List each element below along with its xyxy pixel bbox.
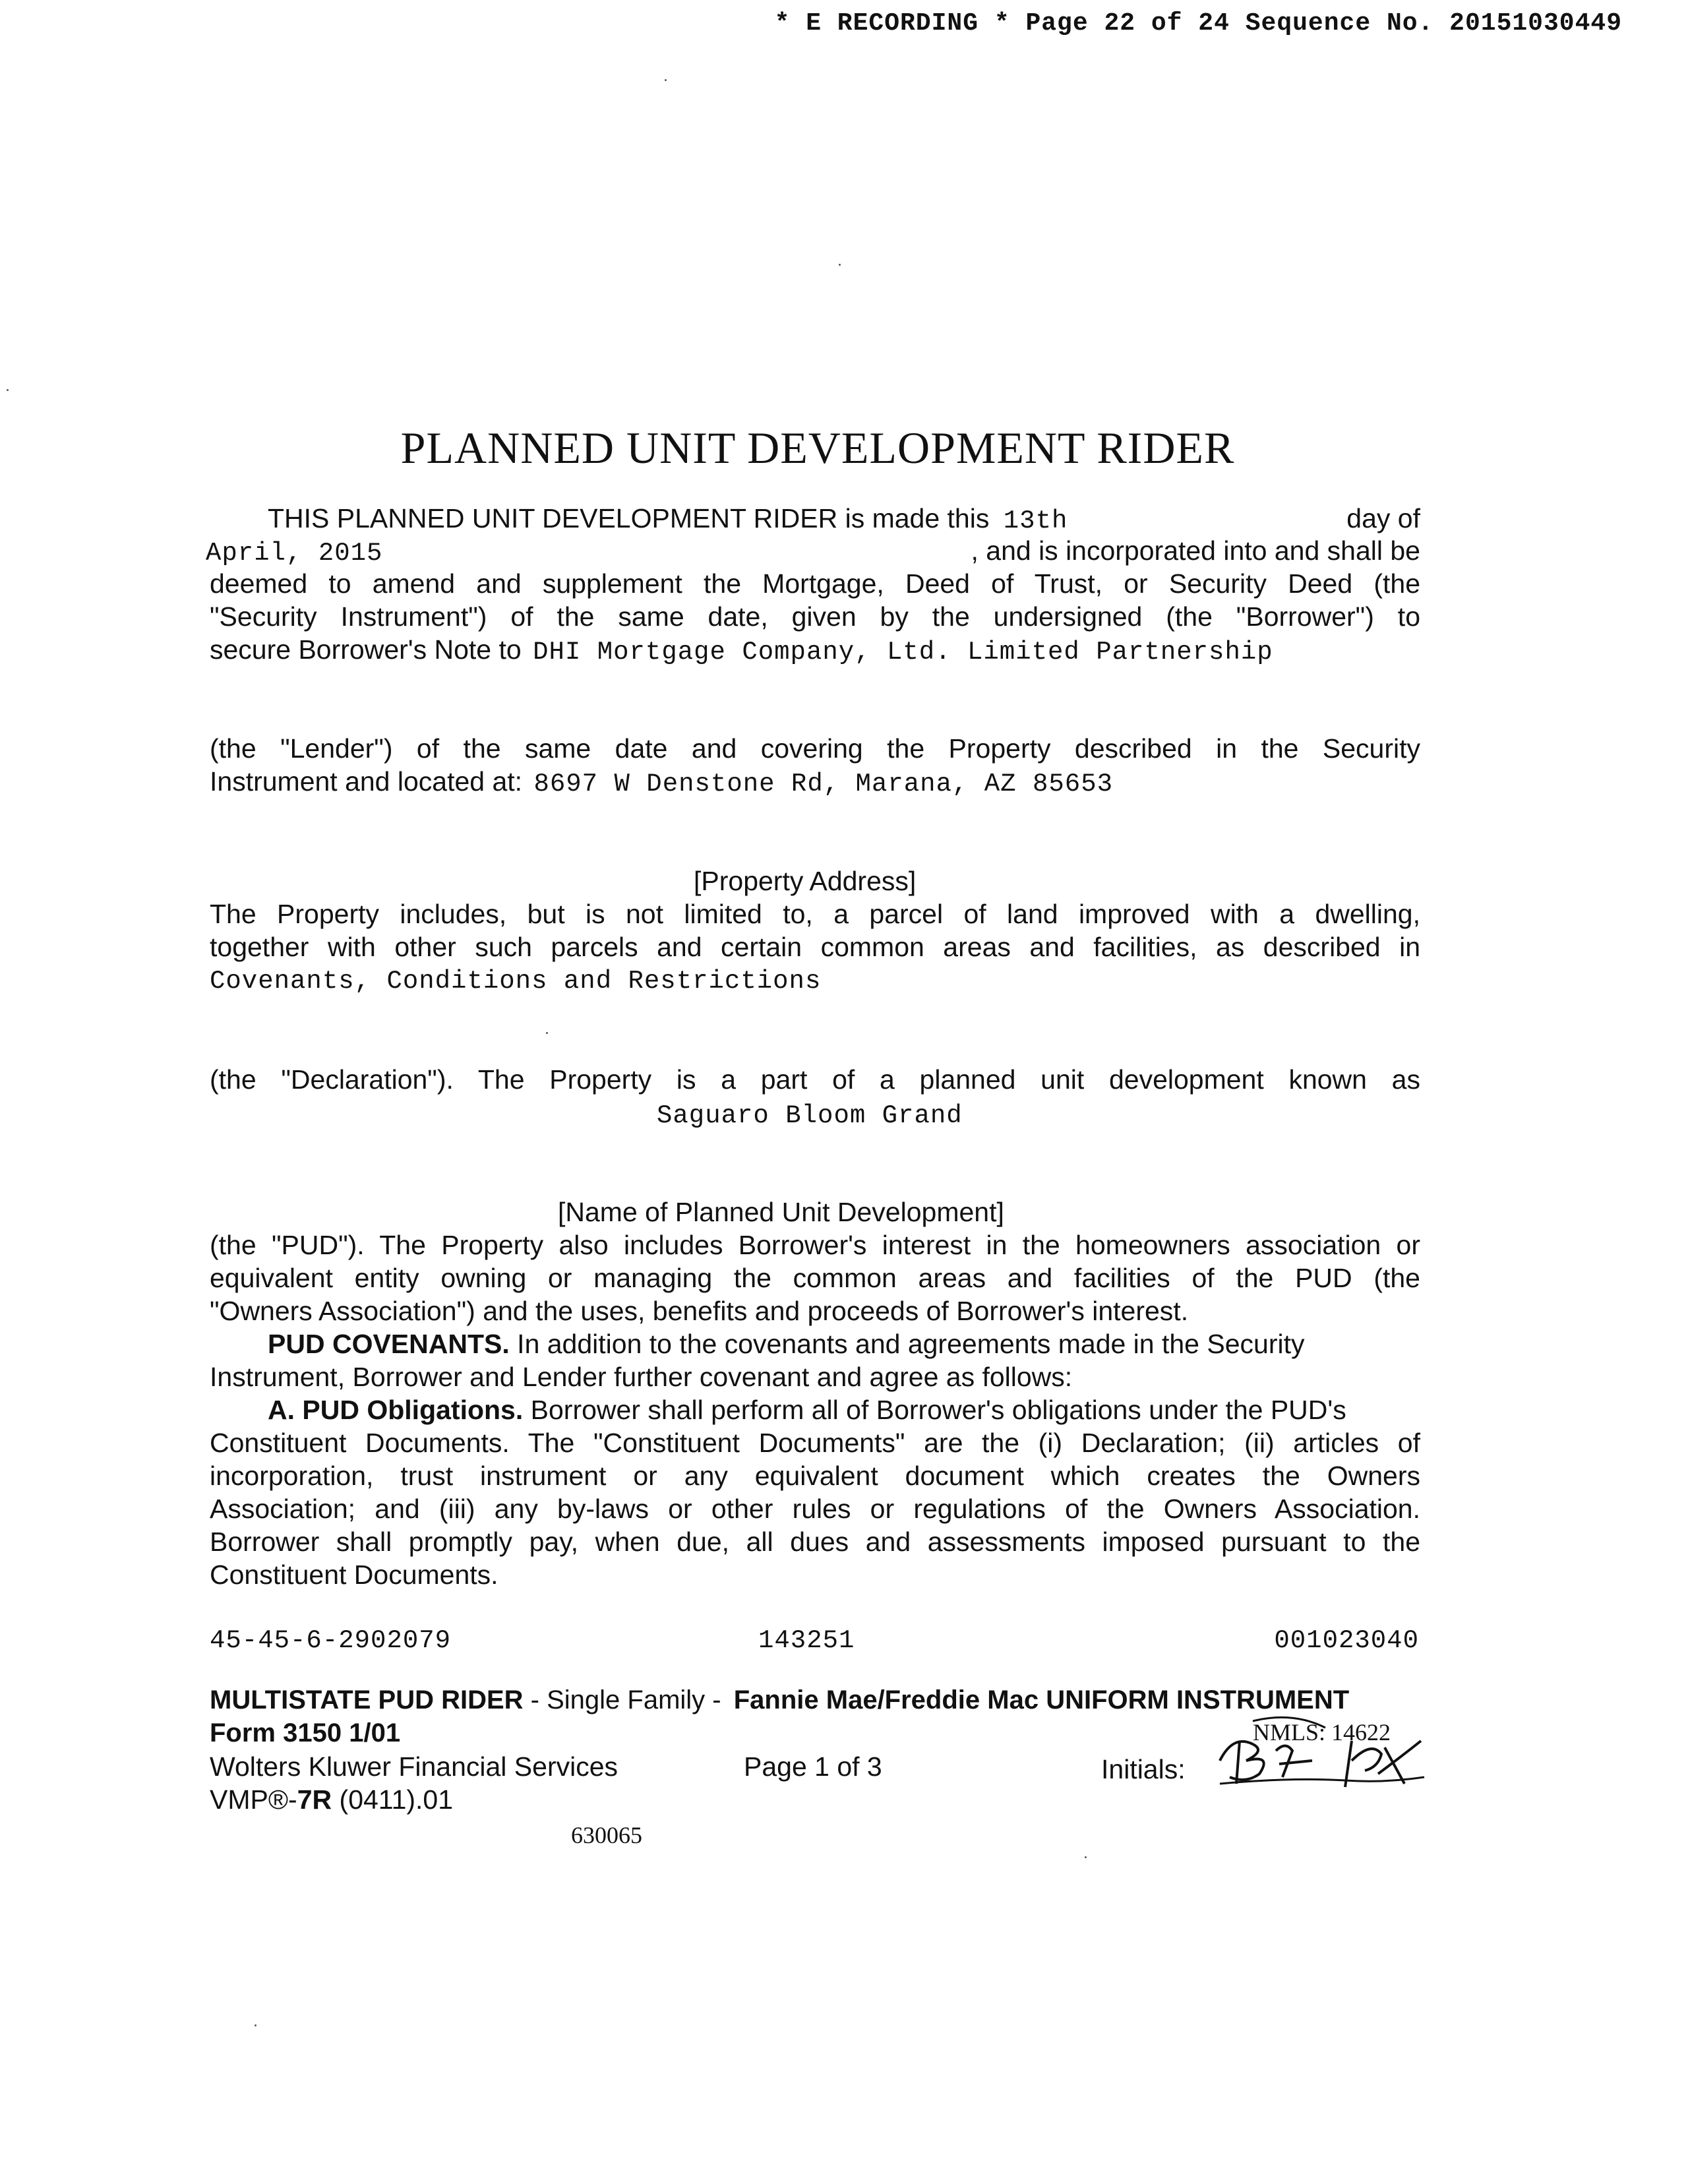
covenants-line-1: PUD COVENANTS. In addition to the covenants and agreements made in the Security — [210, 1329, 1420, 1360]
nmls-stamp: NMLS: 14622 — [1253, 1719, 1391, 1745]
scan-speck — [839, 264, 841, 266]
lender-name-value: DHI Mortgage Company, Ltd. Limited Partnership — [533, 638, 1273, 667]
intro-line-3: deemed to amend and supplement the Mortgage, Deed of Trust, or Security Deed (the — [210, 568, 1420, 599]
property-address-value: 8697 W Denstone Rd, Marana, AZ 85653 — [533, 770, 1114, 799]
lender-line-1: (the "Lender") of the same date and covering the Property described in the Security — [210, 733, 1420, 764]
initials-label: Initials: — [1101, 1754, 1186, 1784]
declaration-line-1: (the "Declaration"). The Property is a part of a planned unit development known as — [210, 1064, 1420, 1095]
obligations-line-6: Constituent Documents. — [210, 1560, 498, 1590]
covenants-heading: PUD COVENANTS. — [268, 1329, 510, 1359]
case-number: 143251 — [758, 1626, 855, 1655]
page-indicator: Page 1 of 3 — [744, 1751, 882, 1782]
form-number: Form 3150 1/01 — [210, 1718, 401, 1747]
loan-number: 45-45-6-2902079 — [210, 1626, 452, 1655]
month-year-value: April, 2015 — [206, 539, 383, 568]
footer-form-line: MULTISTATE PUD RIDER - Single Family - Fannie Mae/Freddie Mac UNIFORM INSTRUMENT — [210, 1685, 1350, 1714]
obligations-line-3: incorporation, trust instrument or any equivalent document which creates the Owners — [210, 1461, 1420, 1491]
intro-line-4: "Security Instrument") of the same date, given by the undersigned (the "Borrower") to — [210, 601, 1420, 632]
scan-speck — [7, 389, 9, 391]
recording-header: * E RECORDING * Page 22 of 24 Sequence No. 20151030449 — [774, 9, 1622, 38]
pud-line-2: equivalent entity owning or managing the common areas and facilities of the PUD (the — [210, 1263, 1420, 1293]
scan-speck — [546, 1032, 548, 1034]
lender-line-2: Instrument and located at: 8697 W Denstone Rd, Marana, AZ 85653 — [210, 766, 1114, 799]
page-title: PLANNED UNIT DEVELOPMENT RIDER — [400, 423, 1235, 473]
pud-name-value: Saguaro Bloom Grand — [657, 1101, 963, 1130]
property-address-label: [Property Address] — [694, 866, 917, 896]
min-number: 001023040 — [1274, 1626, 1419, 1655]
property-line-2: together with other such parcels and certain common areas and facilities, as described in — [210, 932, 1420, 962]
stamp-number: 630065 — [571, 1822, 642, 1848]
initials-signature — [1213, 1714, 1431, 1800]
scan-speck — [665, 79, 667, 81]
obligations-heading: A. PUD Obligations. — [268, 1395, 524, 1425]
publisher: Wolters Kluwer Financial Services — [210, 1751, 618, 1782]
intro-line-1: THIS PLANNED UNIT DEVELOPMENT RIDER is made this 13th day of — [268, 503, 1420, 535]
obligations-line-4: Association; and (iii) any by-laws or other rules or regulations of the Owners Association. — [210, 1494, 1420, 1524]
pud-line-1: (the "PUD"). The Property also includes Borrower's interest in the homeowners association or — [210, 1230, 1420, 1260]
pud-name-label: [Name of Planned Unit Development] — [558, 1197, 1004, 1227]
day-value: 13th — [1003, 506, 1068, 535]
obligations-line-2: Constituent Documents. The "Constituent Documents" are the (i) Declaration; (ii) articles of — [210, 1428, 1420, 1458]
obligations-line-1: A. PUD Obligations. Borrower shall perform all of Borrower's obligations under the PUD's — [210, 1395, 1420, 1426]
scan-speck — [1085, 1856, 1087, 1858]
scan-speck — [255, 2024, 256, 2026]
intro-line-2: April, 2015 , and is incorporated into and shall be — [206, 535, 1420, 568]
covenants-line-2: Instrument, Borrower and Lender further covenant and agree as follows: — [210, 1362, 1073, 1392]
obligations-line-5: Borrower shall promptly pay, when due, all dues and assessments imposed pursuant to the — [210, 1527, 1420, 1557]
pud-line-3: "Owners Association") and the uses, benefits and proceeds of Borrower's interest. — [210, 1296, 1189, 1326]
vmp-code: VMP®-7R (0411).01 — [210, 1784, 454, 1815]
declaration-name-value: Covenants, Conditions and Restrictions — [210, 967, 822, 996]
property-line-1: The Property includes, but is not limited to, a parcel of land improved with a dwelling, — [210, 899, 1420, 929]
intro-line-5: secure Borrower's Note to DHI Mortgage Company, Ltd. Limited Partnership — [210, 634, 1273, 667]
